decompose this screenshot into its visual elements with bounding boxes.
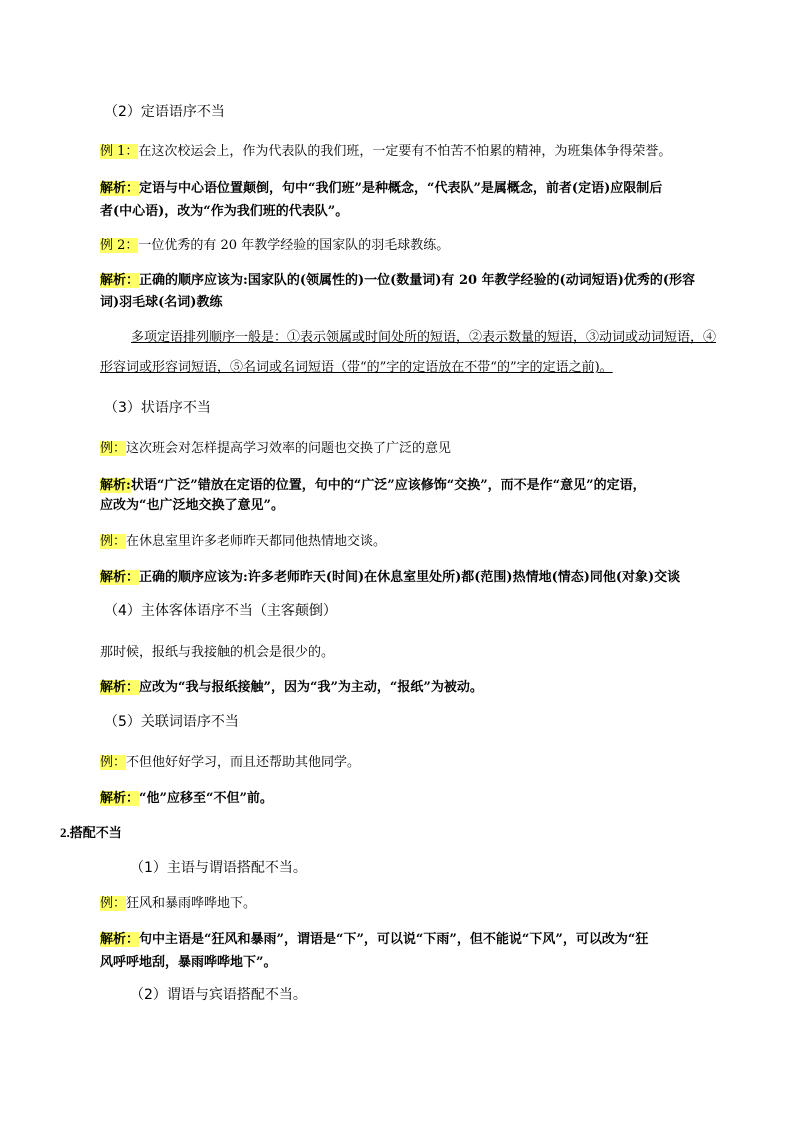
heading-subject-object-order: （4）主体客体语序不当（主客颠倒） [104,603,337,619]
example-label: 例： [100,441,127,456]
example-1 [100,143,671,161]
example-text: 在这次校运会上，作为代表队的我们班，一定要有不怕苦不怕累的精神，为班集体争得荣誉。 [138,144,672,159]
analysis-3 [100,477,646,495]
example-label: 例 2： [100,238,139,253]
ordering-rule: 多项定语排列顺序一般是：①表示领属或时间处所的短语，②表示数量的短语，③动词或动词短语，④ [131,330,717,345]
analysis-text: 正确的顺序应该为:国家队的(领属性的)一位(数量词)有 20 年教学经验的(动词短语)优秀的(形容 [139,273,696,288]
example-label: 例： [100,755,127,770]
analysis-label: 解析： [100,181,140,196]
analysis-4 [100,569,680,587]
analysis-text: 定语与中心语位置颠倒，句中“我们班”是种概念，“代表队”是属概念，前者(定语)应限制后 [139,181,663,196]
example-5: 那时候，报纸与我接触的机会是很少的。 [100,645,335,660]
example-text: 一位优秀的有 20 年教学经验的国家队的羽毛球教练。 [138,238,450,253]
heading-adverbial-order: （3）状语序不当 [104,400,211,416]
analysis-3-cont: 应改为“也广泛地交换了意见”。 [100,498,284,513]
example-3 [100,440,451,458]
subheading-subject-predicate: （1）主语与谓语搭配不当。 [130,860,307,876]
analysis-label: 解析： [100,273,140,288]
analysis-label: 解析： [100,791,140,806]
ordering-rule-cont: 形容词或形容词短语，⑤名词或名词短语（带“的”字的定语放在不带“的”字的定语之前)。 [100,360,613,375]
section-heading-collocation: 2.搭配不当 [60,825,122,840]
analysis-1 [100,180,662,198]
analysis-label: 解析： [100,570,140,585]
analysis-label: 解析： [100,680,140,695]
analysis-label: 解析: [100,478,131,493]
analysis-2 [100,272,695,290]
example-7 [100,895,256,913]
example-6 [100,754,360,772]
example-text: 这次班会对怎样提高学习效率的问题也交换了广泛的意见 [126,441,452,456]
analysis-text: 句中主语是“狂风和暴雨”，谓语是“下”，可以说“下雨”，但不能说“下风”，可以改为“狂 [139,932,649,947]
analysis-7-cont: 风呼呼地刮，暴雨哗哗地下”。 [100,955,277,970]
heading-conjunction-order: （5）关联词语序不当 [104,714,239,730]
example-text: 狂风和暴雨哗哗地下。 [126,896,257,911]
example-label: 例 1： [100,144,139,159]
example-4 [100,533,386,551]
example-2 [100,237,449,255]
analysis-5 [100,679,483,697]
example-label: 例： [100,534,127,549]
example-label: 例： [100,896,127,911]
analysis-text: “他”应移至“不但”前。 [139,791,273,806]
example-text: 不但他好好学习，而且还帮助其他同学。 [126,755,361,770]
analysis-1-cont: 者(中心语)，改为“作为我们班的代表队”。 [100,204,349,219]
example-text: 在休息室里许多老师昨天都同他热情地交谈。 [126,534,387,549]
analysis-text: 状语“广泛”错放在定语的位置，句中的“广泛”应该修饰“交换”，而不是作“意见”的定语， [130,478,646,493]
heading-attributive-order: （2）定语语序不当 [104,104,225,120]
analysis-label: 解析： [100,932,140,947]
analysis-6 [100,790,273,808]
analysis-text: 应改为“我与报纸接触”，因为“我”为主动，“报纸”为被动。 [139,680,483,695]
analysis-2-cont: 词)羽毛球(名词)教练 [100,295,223,310]
analysis-7 [100,931,648,949]
analysis-text: 正确的顺序应该为:许多老师昨天(时间)在休息室里处所)都(范围)热情地(情态)同他(对象)交谈 [139,570,681,585]
subheading-predicate-object: （2）谓语与宾语搭配不当。 [130,987,307,1003]
